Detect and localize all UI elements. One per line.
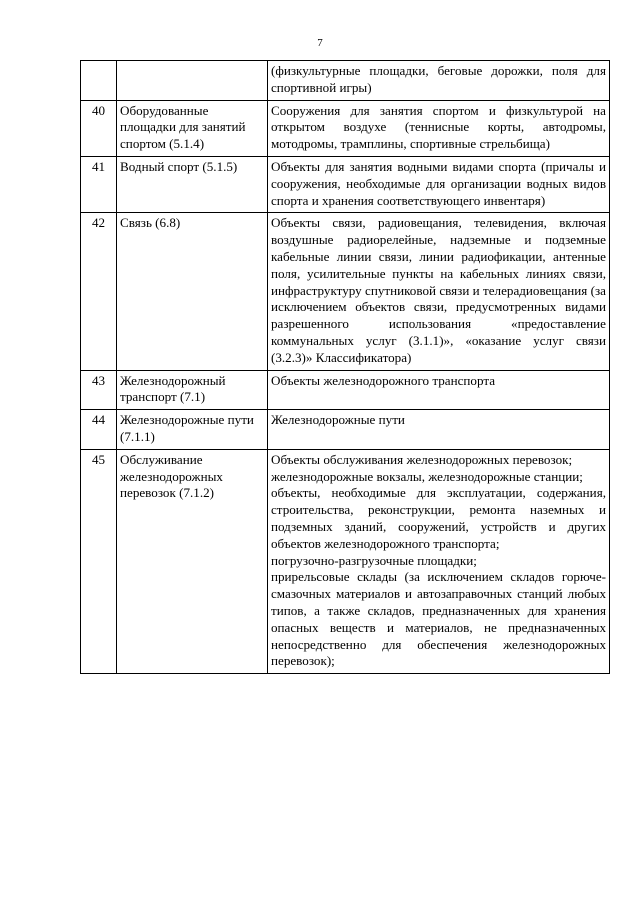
row-description bbox=[268, 156, 610, 212]
row-number bbox=[81, 61, 117, 101]
table-row bbox=[81, 370, 610, 410]
row-description bbox=[268, 213, 610, 370]
land-use-table bbox=[80, 60, 610, 674]
row-name: Обслуживание железнодорожных перевозок (7.1.2) bbox=[117, 449, 268, 673]
description-paragraph: Объекты железнодорожного транспорта bbox=[271, 372, 496, 388]
description-paragraph: Объекты для занятия водными видами спорта (причалы и сооружения, необходимые для организации водных видов спорта и хранения соответствующего инвентаря) bbox=[271, 158, 606, 208]
table-row bbox=[81, 156, 610, 212]
row-description bbox=[268, 100, 610, 156]
row-description bbox=[268, 61, 610, 101]
description-paragraph: погрузочно-разгрузочные площадки; bbox=[271, 552, 477, 568]
description-paragraph: Сооружения для занятия спортом и физкультурой на открытом воздухе (теннисные корты, автодромы, мотодромы, трамплины, спортивные стрельбища) bbox=[271, 102, 606, 152]
row-number: 40 bbox=[81, 100, 117, 156]
description-paragraph: Объекты связи, радиовещания, телевидения, включая воздушные радиорелейные, надземные и подземные кабельные линии связи, линии радиофикации, антенные поля, усилительные пункты на кабельных линиях связи, инфраструктуру спутниковой связи и телерадиовещания (за исключением объектов связи, предусмотренных видами разрешенного использования «предоставление коммунальных услуг (3.1.1)», «оказание услуг связи (3.2.3)» Классификатора) bbox=[271, 215, 606, 365]
table-row bbox=[81, 61, 610, 101]
row-number: 44 bbox=[81, 410, 117, 450]
description-paragraph: Объекты обслуживания железнодорожных перевозок; bbox=[271, 451, 573, 467]
row-description bbox=[268, 410, 610, 450]
row-number: 42 bbox=[81, 213, 117, 370]
description-paragraph: Железнодорожные пути bbox=[271, 412, 405, 428]
description-paragraph: объекты, необходимые для эксплуатации, содержания, строительства, реконструкции, ремонта наземных и подземных зданий, сооружений, устройств и других объектов железнодорожного транспорта; bbox=[271, 485, 606, 551]
row-number: 45 bbox=[81, 449, 117, 673]
description-paragraph: железнодорожные вокзалы, железнодорожные станции; bbox=[271, 468, 583, 484]
table-row bbox=[81, 410, 610, 450]
table-body bbox=[81, 61, 610, 674]
row-name: Связь (6.8) bbox=[117, 213, 268, 370]
description-paragraph: (физкультурные площадки, беговые дорожки, поля для спортивной игры) bbox=[271, 63, 606, 95]
table-row bbox=[81, 449, 610, 673]
page-number: 7 bbox=[317, 37, 323, 49]
table-row bbox=[81, 100, 610, 156]
row-name: Железнодорожный транспорт (7.1) bbox=[117, 370, 268, 410]
row-number: 43 bbox=[81, 370, 117, 410]
description-paragraph: прирельсовые склады (за исключением складов горюче-смазочных материалов и автозаправочных станций любых типов, а также складов, предназначенных для хранения опасных веществ и материалов, не предназначенных непосредственно для обеспечения железнодорожных перевозок); bbox=[271, 569, 606, 669]
row-name: Оборудованные площадки для занятий спортом (5.1.4) bbox=[117, 100, 268, 156]
table-row bbox=[81, 213, 610, 370]
row-description bbox=[268, 449, 610, 673]
row-description bbox=[268, 370, 610, 410]
row-name: Водный спорт (5.1.5) bbox=[117, 156, 268, 212]
row-name bbox=[117, 61, 268, 101]
row-number: 41 bbox=[81, 156, 117, 212]
row-name: Железнодорожные пути (7.1.1) bbox=[117, 410, 268, 450]
